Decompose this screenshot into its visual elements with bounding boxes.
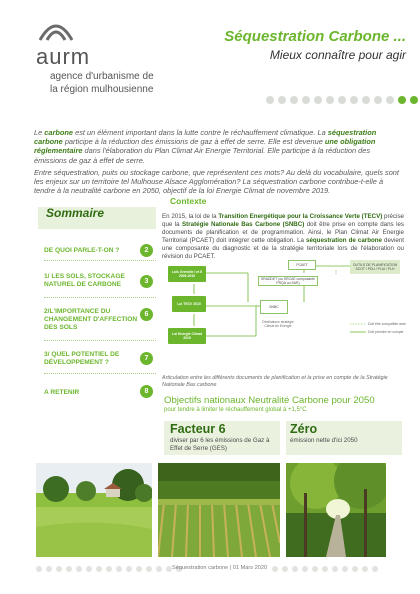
contexte-heading: Contexte (170, 196, 207, 206)
aurm-logo-icon (36, 18, 76, 42)
logo-wordmark: aurm (36, 44, 91, 69)
logo-subtitle-line-1: agence d'urbanisme de (50, 71, 154, 82)
sommaire-divider (44, 340, 156, 341)
sommaire-title: Sommaire (46, 206, 105, 220)
footer-text: Séquestration carbone | 01 Mars 2020 (172, 565, 268, 571)
diagram-legend-prise-en-compte: Doit prendre en compte (368, 330, 404, 334)
photo-landscape (36, 463, 152, 557)
diagram-caption: Articulation entre les différents documents de planification et la prise en compte de la Stratégie Nationale Bas carbone (162, 375, 388, 388)
logo-subtitle (50, 70, 154, 96)
sommaire-item-label[interactable]: A RETENIR (44, 389, 80, 396)
intro-text (34, 128, 404, 198)
decorative-dots-footer-right (272, 566, 378, 572)
sommaire-item-label[interactable]: DE QUOI PARLE-T-ON ? (44, 247, 120, 254)
objectifs-subtitle: pour tendre à limiter le réchauffement global à +1,5°C (164, 407, 307, 413)
photo-forest-path (286, 463, 386, 557)
page-title: Séquestration Carbone ... (224, 28, 406, 45)
diagram-node-grenelle: Lois Grenelle I et II 2009-2010 (168, 266, 206, 282)
sommaire-page-number[interactable]: 2 (140, 244, 153, 257)
intro-paragraph-2: Entre séquestration, puits ou stockage carbone, que représentent ces mots? Au delà du vocabulaire, quels sont les enjeux sur un territoire tel Mulhouse Alsace Agglomération? La séquestration carbone contribue-t-elle à tendre à la neutralité carbone en 2050, objectif de la loi Energie Climat de novembre 2019. (34, 167, 399, 196)
diagram-legend-compatible: Doit être compatible avec (368, 322, 407, 326)
sommaire-page-number[interactable]: 7 (140, 352, 153, 365)
sommaire-page-number[interactable]: 6 (140, 308, 153, 321)
intro-paragraph-1: Le carbone est un élément important dans la lutte contre le réchauffement climatique. La séquestration carbone participe à la réduction des émissions de gaz à effet de serre. Elle est devenue une obligation réglementaire dans l'élaboration du Plan Climat Air Energie Territorial. Elle participe à la réduction des émissions de gaz à effet de serre. (34, 128, 377, 165)
diagram-node-snbc: SNBC (260, 300, 288, 314)
decorative-dots-top (266, 96, 418, 104)
planning-diagram (162, 262, 407, 368)
sommaire-item-label[interactable]: 3/ QUEL POTENTIEL DE DÉVELOPPEMENT ? (44, 351, 120, 366)
diagram-note-declinaison: Déclinaison stratégie Climat Air Energie (262, 320, 294, 329)
sommaire-item-label[interactable]: 2/L'IMPORTANCE DU CHANGEMENT D'AFFECTION DES SOLS (44, 308, 138, 331)
sommaire-item-label[interactable]: 1/ LES SOLS, STOCKAGE NATUREL DE CARBONE (44, 273, 125, 288)
diagram-node-tecv: Loi TECV 2015 (172, 296, 206, 312)
contexte-text: En 2015, la loi de la Transition Energétique pour la Croissance Verte (TECV) précise que la Stratégie Nationale Bas Carbone (SNBC) doit être prise en compte dans les documents de planification et de programmation. Ainsi, le Plan Climat Air Energie Territorial (PCAET) doit intégrer cette obligation. La séquestration de carbone devient une composante du diagnostic et de la stratégie territoriale lors de l'élaboration ou révision du PCAET. (162, 213, 404, 261)
fact-title: Zéro (290, 422, 318, 436)
sommaire-page-number[interactable]: 8 (140, 385, 153, 398)
diagram-node-pcaet: PCAET (288, 260, 316, 270)
diagram-node-energie-climat: Loi Energie Climat 2019 (168, 328, 206, 344)
decorative-dots-footer-left (36, 566, 182, 572)
fact-text: émission nette d'ici 2050 (290, 437, 358, 444)
page-subtitle: Mieux connaître pour agir (269, 48, 406, 62)
fact-title: Facteur 6 (170, 422, 226, 436)
sommaire-divider (44, 297, 156, 298)
photo-cornfield (158, 463, 280, 557)
diagram-node-outils: OUTILS DE PLANIFICATION SCOT / PDU / PLUi / PLH (350, 260, 400, 274)
objectifs-title: Objectifs nationaux Neutralité Carbone pour 2050 (164, 395, 375, 406)
fact-text: diviser par 6 les émissions de Gaz à Effet de Serre (GES) (170, 437, 270, 452)
sommaire-divider (44, 373, 156, 374)
diagram-node-sraddet: SRADDET (ou SRCAE composante PRQA ou SAR) (258, 276, 318, 286)
sommaire-divider (44, 260, 156, 261)
sommaire-page-number[interactable]: 3 (140, 275, 153, 288)
logo-subtitle-line-2: la région mulhousienne (50, 84, 154, 95)
